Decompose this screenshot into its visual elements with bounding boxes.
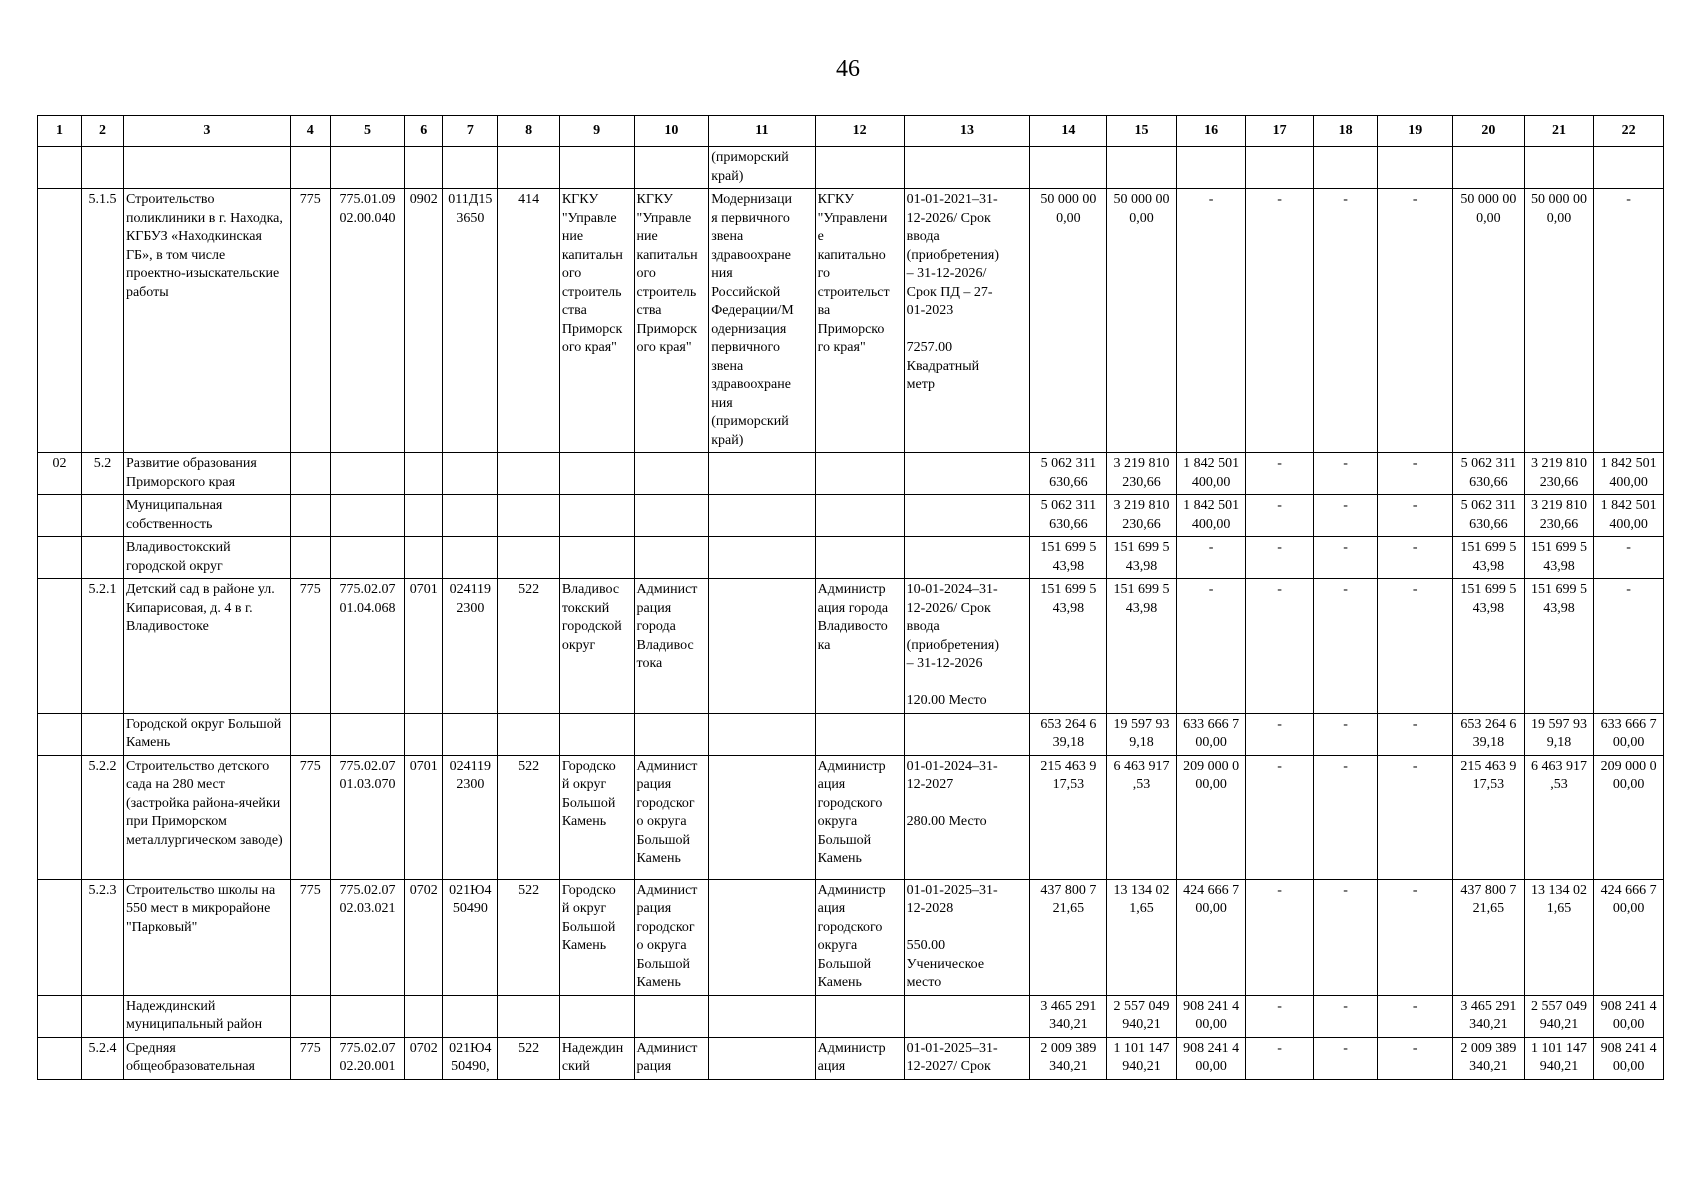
table-cell: - [1594, 189, 1664, 453]
table-cell [709, 453, 815, 495]
table-cell: 653 264 6 39,18 [1453, 713, 1525, 755]
table-cell: КГКУ "Управле ние капитальн ого строитель ства Приморск ого края" [634, 189, 709, 453]
table-cell [405, 495, 443, 537]
table-cell: - [1246, 537, 1314, 579]
table-cell: 437 800 7 21,65 [1030, 879, 1107, 995]
table-cell [405, 995, 443, 1037]
table-header-row [38, 116, 1664, 147]
table-cell: 424 666 7 00,00 [1176, 879, 1246, 995]
table-cell [38, 495, 82, 537]
table-cell [709, 495, 815, 537]
table-cell: 522 [498, 755, 559, 879]
table-cell: - [1246, 189, 1314, 453]
table-cell: 2 557 049 940,21 [1524, 995, 1594, 1037]
table-cell [559, 495, 634, 537]
table-cell [709, 713, 815, 755]
table-cell: 5.2.4 [82, 1037, 124, 1079]
table-cell [38, 1037, 82, 1079]
table-cell [330, 995, 405, 1037]
table-cell [559, 147, 634, 189]
table-cell: 0701 [405, 579, 443, 714]
table-cell: Владивостокский городской округ [123, 537, 290, 579]
table-cell: 908 241 4 00,00 [1594, 1037, 1664, 1079]
table-cell [38, 147, 82, 189]
table-cell [815, 995, 904, 1037]
table-row [38, 879, 1664, 995]
table-cell [559, 713, 634, 755]
table-cell: 6 463 917 ,53 [1524, 755, 1594, 879]
table-cell [38, 189, 82, 453]
table-cell [290, 713, 330, 755]
table-cell: 5.2.1 [82, 579, 124, 714]
table-cell [330, 537, 405, 579]
column-header: 18 [1313, 116, 1377, 147]
table-cell: - [1594, 579, 1664, 714]
table-cell: Муниципальная собственность [123, 495, 290, 537]
table-cell [1378, 147, 1453, 189]
table-cell: 424 666 7 00,00 [1594, 879, 1664, 995]
table-cell: 522 [498, 579, 559, 714]
table-cell: 908 241 4 00,00 [1176, 995, 1246, 1037]
table-cell [38, 537, 82, 579]
table-cell: 151 699 5 43,98 [1030, 579, 1107, 714]
column-header: 12 [815, 116, 904, 147]
table-row [38, 189, 1664, 453]
column-header: 17 [1246, 116, 1314, 147]
table-cell [634, 453, 709, 495]
column-header: 19 [1378, 116, 1453, 147]
table-cell [1030, 147, 1107, 189]
table-cell: - [1246, 713, 1314, 755]
table-cell: 01-01-2024–31- 12-2027 280.00 Место [904, 755, 1030, 879]
table-cell: Администр ация городского округа Большой Камень [815, 879, 904, 995]
table-cell: Надеждинский муниципальный район [123, 995, 290, 1037]
table-cell [405, 713, 443, 755]
table-cell: - [1313, 495, 1377, 537]
table-cell: - [1378, 1037, 1453, 1079]
table-cell [290, 453, 330, 495]
table-cell [82, 713, 124, 755]
table-cell [1453, 147, 1525, 189]
table-cell: 021Ю4 50490, [443, 1037, 498, 1079]
table-cell: 0701 [405, 755, 443, 879]
table-cell: - [1378, 879, 1453, 995]
table-cell [709, 755, 815, 879]
table-cell [904, 453, 1030, 495]
table-cell [38, 579, 82, 714]
table-cell: 3 219 810 230,66 [1524, 453, 1594, 495]
table-cell: 10-01-2024–31- 12-2026/ Срок ввода (приобретения) – 31-12-2026 120.00 Место [904, 579, 1030, 714]
table-row [38, 1037, 1664, 1079]
column-header: 7 [443, 116, 498, 147]
table-cell: 3 465 291 340,21 [1030, 995, 1107, 1037]
table-cell: - [1176, 189, 1246, 453]
table-cell [405, 453, 443, 495]
table-cell: Админист рация города Владивос тока [634, 579, 709, 714]
column-header: 5 [330, 116, 405, 147]
table-cell: - [1594, 537, 1664, 579]
table-row [38, 147, 1664, 189]
table-cell: 522 [498, 1037, 559, 1079]
table-cell [405, 537, 443, 579]
table-cell: - [1246, 579, 1314, 714]
table-cell: 908 241 4 00,00 [1594, 995, 1664, 1037]
table-cell: 2 557 049 940,21 [1107, 995, 1177, 1037]
table-cell [709, 537, 815, 579]
table-cell: - [1313, 189, 1377, 453]
table-cell: 1 842 501 400,00 [1176, 495, 1246, 537]
table-row [38, 755, 1664, 879]
table-row [38, 537, 1664, 579]
table-cell [559, 537, 634, 579]
table-cell [815, 495, 904, 537]
table-cell: 2 009 389 340,21 [1030, 1037, 1107, 1079]
table-cell [443, 713, 498, 755]
table-cell [330, 147, 405, 189]
table-cell: - [1176, 579, 1246, 714]
table-cell: 13 134 02 1,65 [1524, 879, 1594, 995]
table-cell [498, 713, 559, 755]
table-cell: 522 [498, 879, 559, 995]
table-cell: 437 800 7 21,65 [1453, 879, 1525, 995]
table-row [38, 995, 1664, 1037]
table-cell [82, 995, 124, 1037]
table-cell: 775.02.07 02.03.021 [330, 879, 405, 995]
table-cell [443, 147, 498, 189]
table-cell: 414 [498, 189, 559, 453]
table-cell: Городской округ Большой Камень [123, 713, 290, 755]
column-header: 6 [405, 116, 443, 147]
table-cell: 215 463 9 17,53 [1453, 755, 1525, 879]
table-cell [405, 147, 443, 189]
table-cell: - [1313, 713, 1377, 755]
table-cell [443, 537, 498, 579]
table-cell [290, 537, 330, 579]
table-cell: - [1378, 755, 1453, 879]
table-cell: - [1246, 1037, 1314, 1079]
table-cell [443, 495, 498, 537]
table-cell [904, 147, 1030, 189]
table-cell [330, 713, 405, 755]
table-row [38, 453, 1664, 495]
table-cell [634, 537, 709, 579]
table-cell: 775.01.09 02.00.040 [330, 189, 405, 453]
table-cell [709, 879, 815, 995]
table-cell: 1 101 147 940,21 [1524, 1037, 1594, 1079]
table-cell: 151 699 5 43,98 [1453, 537, 1525, 579]
table-cell: 151 699 5 43,98 [1453, 579, 1525, 714]
column-header: 16 [1176, 116, 1246, 147]
table-cell: 50 000 00 0,00 [1107, 189, 1177, 453]
table-cell [290, 495, 330, 537]
table-cell: 024119 2300 [443, 579, 498, 714]
table-cell [498, 453, 559, 495]
table-cell: 775.02.07 02.20.001 [330, 1037, 405, 1079]
table-cell: 3 465 291 340,21 [1453, 995, 1525, 1037]
table-cell [38, 879, 82, 995]
column-header: 8 [498, 116, 559, 147]
table-cell: Развитие образования Приморского края [123, 453, 290, 495]
table-row [38, 713, 1664, 755]
table-body [38, 116, 1664, 1080]
table-cell: 151 699 5 43,98 [1524, 537, 1594, 579]
table-cell: Модернизаци я первичного звена здравоохране ния Российской Федерации/М одернизация первичного звена здравоохране ния (приморский край) [709, 189, 815, 453]
column-header: 13 [904, 116, 1030, 147]
table-cell: 908 241 4 00,00 [1176, 1037, 1246, 1079]
table-cell: 021Ю4 50490 [443, 879, 498, 995]
table-cell [38, 995, 82, 1037]
table-cell [1524, 147, 1594, 189]
table-cell [709, 995, 815, 1037]
table-cell: 011Д15 3650 [443, 189, 498, 453]
table-cell [498, 537, 559, 579]
table-cell: Строительство детского сада на 280 мест (застройка района-ячейки при Приморском металлургическом заводе) [123, 755, 290, 879]
table-cell: Администр ация [815, 1037, 904, 1079]
table-cell: Городско й округ Большой Камень [559, 879, 634, 995]
table-cell: - [1246, 879, 1314, 995]
table-cell: 1 842 501 400,00 [1176, 453, 1246, 495]
table-cell: 02 [38, 453, 82, 495]
table-cell: - [1313, 1037, 1377, 1079]
table-cell [1246, 147, 1314, 189]
table-cell: КГКУ "Управлени е капитально го строительст ва Приморско го края" [815, 189, 904, 453]
table-cell [38, 755, 82, 879]
table-cell: 5.2.3 [82, 879, 124, 995]
table-cell [290, 147, 330, 189]
table-cell: 653 264 6 39,18 [1030, 713, 1107, 755]
table-cell: 151 699 5 43,98 [1524, 579, 1594, 714]
table-cell: 1 842 501 400,00 [1594, 495, 1664, 537]
table-cell: 209 000 0 00,00 [1176, 755, 1246, 879]
table-cell [709, 1037, 815, 1079]
table-cell [904, 995, 1030, 1037]
table-cell: КГКУ "Управле ние капитальн ого строитель ства Приморск ого края" [559, 189, 634, 453]
table-cell [38, 713, 82, 755]
table-cell: 775.02.07 01.04.068 [330, 579, 405, 714]
column-header: 11 [709, 116, 815, 147]
table-cell [82, 147, 124, 189]
table-cell [498, 495, 559, 537]
table-cell: - [1313, 755, 1377, 879]
table-cell: Строительство школы на 550 мест в микрорайоне "Парковый" [123, 879, 290, 995]
table-cell [709, 579, 815, 714]
table-cell: 5 062 311 630,66 [1453, 495, 1525, 537]
table-cell: - [1246, 755, 1314, 879]
column-header: 2 [82, 116, 124, 147]
table-cell: 633 666 7 00,00 [1594, 713, 1664, 755]
table-row [38, 579, 1664, 714]
table-cell: 2 009 389 340,21 [1453, 1037, 1525, 1079]
table-cell: - [1378, 713, 1453, 755]
table-cell: - [1246, 453, 1314, 495]
table-cell: 1 842 501 400,00 [1594, 453, 1664, 495]
page-number: 46 [836, 56, 860, 82]
table-cell: Админист рация городског о округа Большой Камень [634, 755, 709, 879]
table-cell: - [1313, 453, 1377, 495]
table-cell [1107, 147, 1177, 189]
table-cell: 151 699 5 43,98 [1107, 537, 1177, 579]
column-header: 20 [1453, 116, 1525, 147]
table-cell: 3 219 810 230,66 [1524, 495, 1594, 537]
table-cell [559, 453, 634, 495]
table-cell: 0902 [405, 189, 443, 453]
table-cell [1313, 147, 1377, 189]
table-cell: 151 699 5 43,98 [1107, 579, 1177, 714]
table-cell [330, 453, 405, 495]
table-cell: Городско й округ Большой Камень [559, 755, 634, 879]
table-cell: 3 219 810 230,66 [1107, 495, 1177, 537]
column-header: 3 [123, 116, 290, 147]
table-cell [82, 537, 124, 579]
table-cell: - [1313, 879, 1377, 995]
table-cell [498, 147, 559, 189]
table-cell: 775 [290, 189, 330, 453]
table-cell [815, 147, 904, 189]
table-cell [498, 995, 559, 1037]
table-cell [634, 995, 709, 1037]
table-cell: 19 597 93 9,18 [1524, 713, 1594, 755]
table-cell: - [1313, 995, 1377, 1037]
column-header: 10 [634, 116, 709, 147]
table-cell: 775 [290, 879, 330, 995]
table-cell: - [1378, 453, 1453, 495]
table-cell: - [1378, 189, 1453, 453]
table-cell: - [1378, 495, 1453, 537]
table-cell [1176, 147, 1246, 189]
table-cell: 0702 [405, 1037, 443, 1079]
table-cell: 5.2 [82, 453, 124, 495]
table-cell: 151 699 5 43,98 [1030, 537, 1107, 579]
table-cell: 775 [290, 755, 330, 879]
table-cell: 5 062 311 630,66 [1453, 453, 1525, 495]
table-cell: Админист рация городског о округа Большой Камень [634, 879, 709, 995]
table-cell: 775 [290, 1037, 330, 1079]
table-cell: 5.1.5 [82, 189, 124, 453]
table-cell [634, 147, 709, 189]
table-cell: 024119 2300 [443, 755, 498, 879]
table-cell: 6 463 917 ,53 [1107, 755, 1177, 879]
table-cell: 01-01-2021–31- 12-2026/ Срок ввода (приобретения) – 31-12-2026/ Срок ПД – 27- 01-2023 7257.00 Квадратный метр [904, 189, 1030, 453]
table-cell [290, 995, 330, 1037]
table-cell [904, 495, 1030, 537]
table-cell: - [1313, 537, 1377, 579]
table-cell [815, 453, 904, 495]
table-cell [634, 713, 709, 755]
column-header: 1 [38, 116, 82, 147]
column-header: 15 [1107, 116, 1177, 147]
table-cell: Детский сад в районе ул. Кипарисовая, д. 4 в г. Владивостоке [123, 579, 290, 714]
budget-table [37, 115, 1664, 1080]
table-cell: - [1246, 995, 1314, 1037]
table-cell: 50 000 00 0,00 [1524, 189, 1594, 453]
table-cell: 775 [290, 579, 330, 714]
table-cell: 5.2.2 [82, 755, 124, 879]
column-header: 22 [1594, 116, 1664, 147]
table-cell: - [1378, 995, 1453, 1037]
table-cell: 633 666 7 00,00 [1176, 713, 1246, 755]
table-row [38, 495, 1664, 537]
table-cell: 01-01-2025–31- 12-2027/ Срок [904, 1037, 1030, 1079]
table-cell: 1 101 147 940,21 [1107, 1037, 1177, 1079]
table-cell: - [1378, 537, 1453, 579]
table-cell: Админист рация [634, 1037, 709, 1079]
table-cell [1594, 147, 1664, 189]
table-cell [559, 995, 634, 1037]
table-cell [82, 495, 124, 537]
table-cell: - [1378, 579, 1453, 714]
table-cell: 19 597 93 9,18 [1107, 713, 1177, 755]
table-cell: (приморский край) [709, 147, 815, 189]
table-cell: - [1313, 579, 1377, 714]
table-cell: Владивос токский городской округ [559, 579, 634, 714]
table-cell: 50 000 00 0,00 [1030, 189, 1107, 453]
table-cell: Средняя общеобразовательная [123, 1037, 290, 1079]
table-cell: - [1246, 495, 1314, 537]
column-header: 21 [1524, 116, 1594, 147]
table-cell [330, 495, 405, 537]
table-cell [904, 713, 1030, 755]
table-cell: 5 062 311 630,66 [1030, 495, 1107, 537]
table-cell: Администр ация города Владивосто ка [815, 579, 904, 714]
table-cell [815, 537, 904, 579]
column-header: 4 [290, 116, 330, 147]
column-header: 14 [1030, 116, 1107, 147]
column-header: 9 [559, 116, 634, 147]
table-cell: - [1176, 537, 1246, 579]
table-cell [634, 495, 709, 537]
table-cell: Администр ация городского округа Большой Камень [815, 755, 904, 879]
table-cell: Строительство поликлиники в г. Находка, КГБУЗ «Находкинская ГБ», в том числе проектно-изыскательские работы [123, 189, 290, 453]
table-cell [904, 537, 1030, 579]
table-cell [443, 995, 498, 1037]
table-cell [815, 713, 904, 755]
table-cell: 13 134 02 1,65 [1107, 879, 1177, 995]
table-cell [123, 147, 290, 189]
table-cell: 215 463 9 17,53 [1030, 755, 1107, 879]
table-cell: 775.02.07 01.03.070 [330, 755, 405, 879]
table-cell: 50 000 00 0,00 [1453, 189, 1525, 453]
table-cell: 3 219 810 230,66 [1107, 453, 1177, 495]
table-cell [443, 453, 498, 495]
table-cell: 5 062 311 630,66 [1030, 453, 1107, 495]
table-cell: 01-01-2025–31- 12-2028 550.00 Ученическое место [904, 879, 1030, 995]
table-cell: Надеждин ский [559, 1037, 634, 1079]
table-cell: 0702 [405, 879, 443, 995]
table-cell: 209 000 0 00,00 [1594, 755, 1664, 879]
